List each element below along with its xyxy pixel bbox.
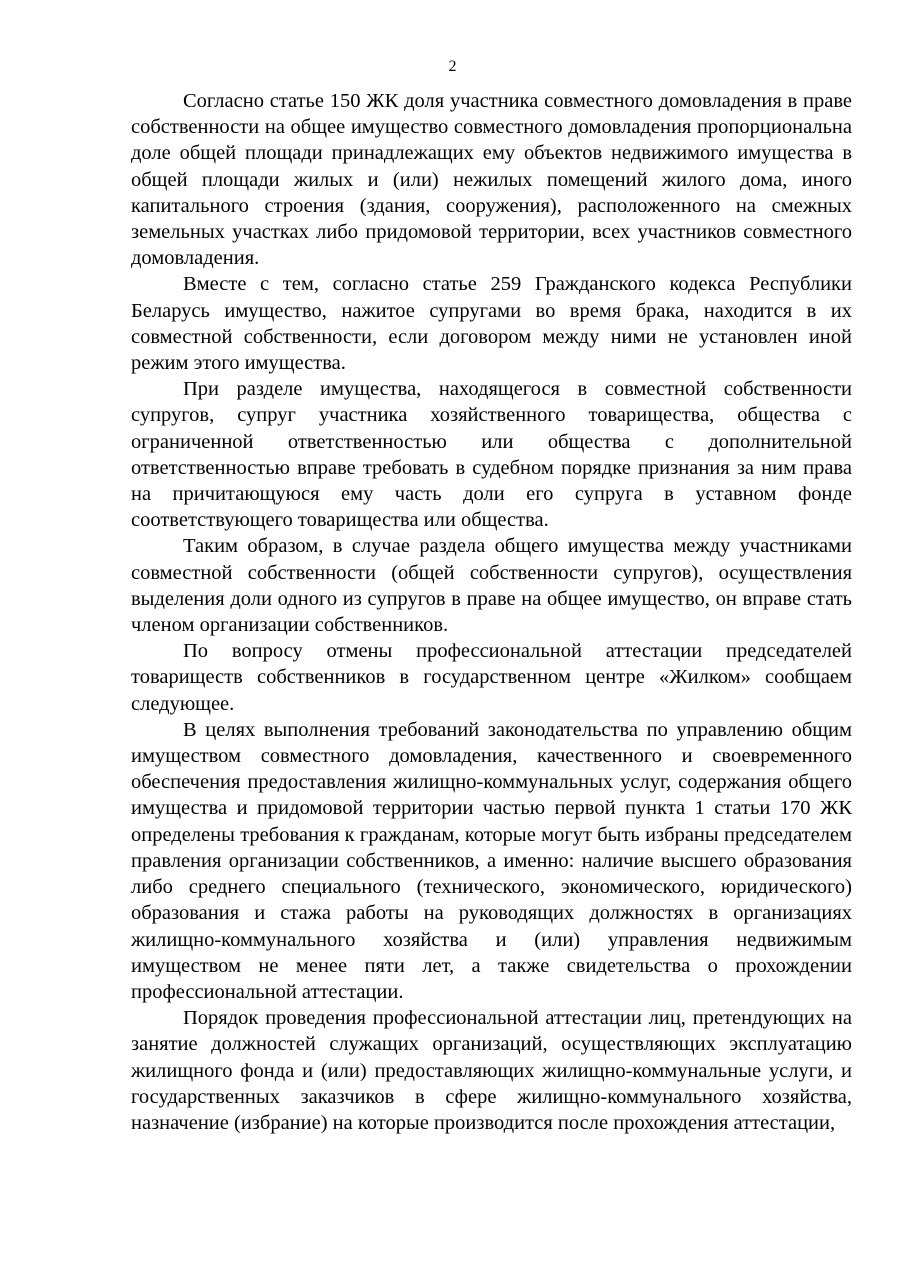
paragraph-conclusion: Таким образом, в случае раздела общего имущества между участниками совместной собственности (общей собственности супругов), осуществления выделения доли одного из супругов в праве на общее имущество, он вправе стать членом организации собственников.: [131, 535, 852, 637]
page-number: 2: [448, 58, 457, 75]
paragraph-attestation-procedure: Порядок проведения профессиональной аттестации лиц, претендующих на занятие должностей служащих организаций, осуществляющих эксплуатацию жилищного фонда и (или) предоставляющих жилищно-коммунальные услуги, и государственных заказчиков в сфере жилищно-коммунального хозяйства, назначение (избрание) на которые производится после прохождения аттестации,: [131, 1007, 852, 1134]
paragraph-attestation-question: По вопросу отмены профессиональной аттестации председателей товариществ собственников в государственном центре «Жилком» сообщаем следующее.: [131, 640, 852, 715]
paragraph-article-150: Согласно статье 150 ЖК доля участника совместного домовладения в праве собственности на общее имущество совместного домовладения пропорциональна доле общей площади принадлежащих ему объектов недвижимого имущества в общей площади жилых и (или) нежилых помещений жилого дома, иного капитального строения (здания, сооружения), расположенного на смежных земельных участках либо придомовой территории, всех участников совместного домовладения.: [131, 90, 852, 270]
document-body: [131, 88, 852, 1136]
paragraph-division-of-property: При разделе имущества, находящегося в совместной собственности супругов, супруг участника хозяйственного товарищества, общества с ограниченной ответственностью или общества с дополнительной ответственностью вправе требовать в судебном порядке признания за ним права на причитающуюся ему часть доли его супруга в уставном фонде соответствующего товарищества или общества.: [131, 378, 852, 532]
paragraph-article-259: Вместе с тем, согласно статье 259 Гражданского кодекса Республики Беларусь имущество, нажитое супругами во время брака, находится в их совместной собственности, если договором между ними не установлен иной режим этого имущества.: [131, 273, 852, 375]
paragraph-requirements: В целях выполнения требований законодательства по управлению общим имуществом совместного домовладения, качественного и своевременного обеспечения предоставления жилищно-коммунальных услуг, содержания общего имущества и придомовой территории частью первой пункта 1 статьи 170 ЖК определены требования к гражданам, которые могут быть избраны председателем правления организации собственников, а именно: наличие высшего образования либо среднего специального (технического, экономического, юридического) образования и стажа работы на руководящих должностях в организациях жилищно-коммунального хозяйства и (или) управления недвижимым имуществом не менее пяти лет, а также свидетельства о прохождении профессиональной аттестации.: [131, 718, 852, 1003]
